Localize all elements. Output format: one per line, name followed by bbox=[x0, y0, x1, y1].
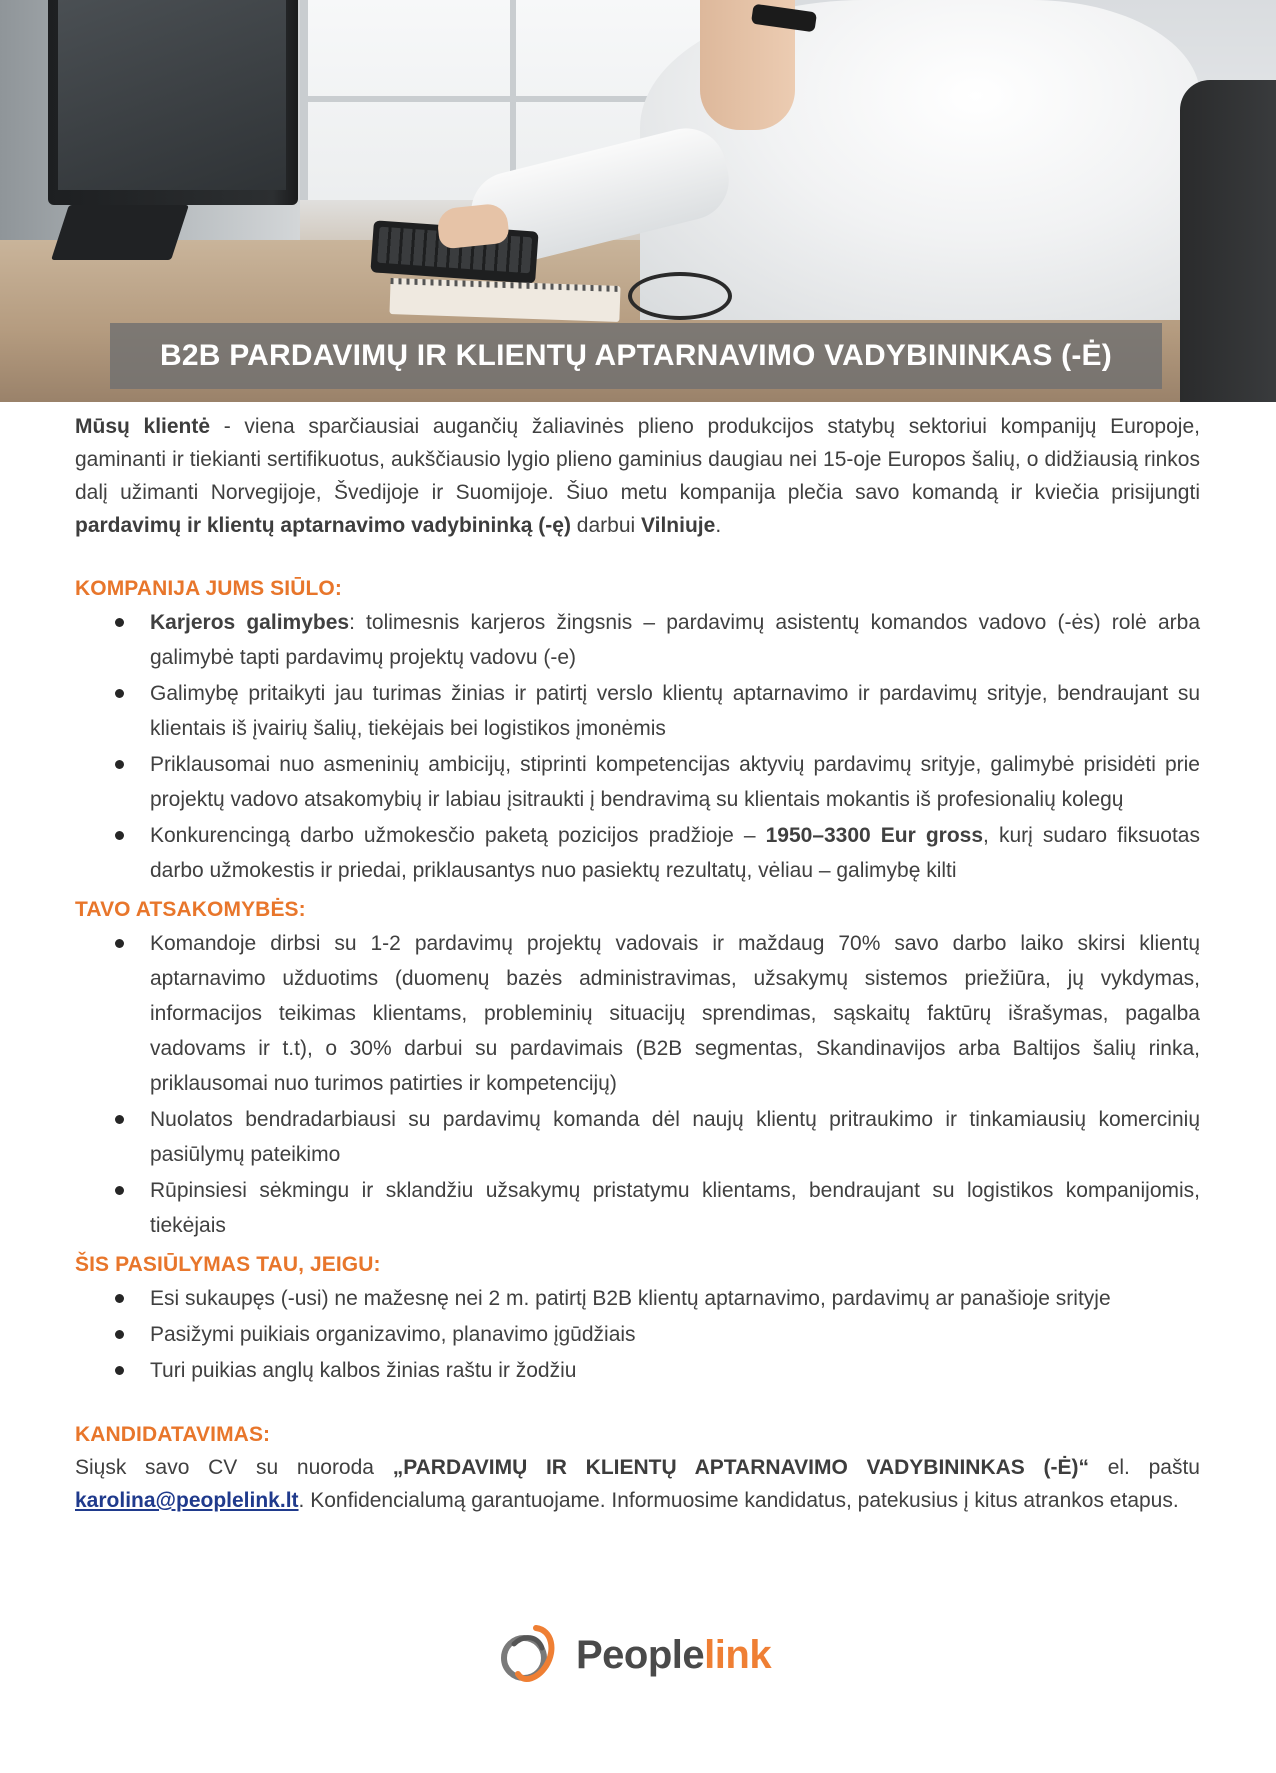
requirement-item: Esi sukaupęs (-usi) ne mažesnę nei 2 m. patirtį B2B klientų aptarnavimo, pardavimų ar panašioje srityje bbox=[75, 1281, 1200, 1316]
duty-item: Rūpinsiesi sėkmingu ir sklandžiu užsakymų pristatymu klientams, bendraujant su logistikos kompanijomis, tiekėjais bbox=[75, 1173, 1200, 1243]
logo-word-people: People bbox=[576, 1632, 705, 1677]
requirements-heading: ŠIS PASIŪLYMAS TAU, JEIGU: bbox=[75, 1253, 381, 1276]
requirement-item: Turi puikias anglų kalbos žinias raštu ir žodžiu bbox=[75, 1353, 1200, 1388]
duty-item: Komandoje dirbsi su 1-2 pardavimų projektų vadovais ir maždaug 70% savo darbo laiko skirsi klientų aptarnavimo užduotims (duomenų bazės administravimas, užsakymų sistemos priežiūra, jų vykdymas, informacijos teikimas klientams, probleminių situacijų sprendimas, sąskaitų faktūrų išrašymas, pagalba vadovams ir t.t), o 30% darbui su pardavimais (B2B segmentas, Skandinavijos arba Baltijos šalių rinka, priklausomai nuo turimos patirties ir kompetencijų) bbox=[75, 926, 1200, 1101]
requirement-item: Pasižymi puikiais organizavimo, planavimo įgūdžiais bbox=[75, 1317, 1200, 1352]
apply-text-1: Siųsk savo CV su nuoroda bbox=[75, 1456, 393, 1479]
requirements-list bbox=[75, 1281, 1200, 1388]
offer-item-1-text: : tolimesnis karjeros žingsnis – pardavimų asistentų komandos vadovo (-ės) rolė arba galimybė tapti pardavimų projektų vadovu (-e) bbox=[150, 611, 1200, 669]
offer-item-4-post: , kurį sudaro fiksuotas darbo užmokestis ir priedai, priklausantys nuo pasiektų rezultatų, vėliau – galimybę kilti bbox=[150, 824, 1200, 882]
monitor-stand bbox=[51, 205, 189, 260]
intro-text-3: . bbox=[715, 514, 722, 537]
intro-paragraph bbox=[75, 410, 1200, 542]
logo-wordmark bbox=[576, 1633, 771, 1678]
duties-heading: TAVO ATSAKOMYBĖS: bbox=[75, 898, 306, 921]
salary-range: 1950–3300 Eur gross bbox=[765, 824, 984, 847]
offer-item-1 bbox=[75, 605, 1200, 675]
intro-client-label: Mūsų klientė bbox=[75, 415, 211, 438]
page-title: B2B PARDAVIMŲ IR KLIENTŲ APTARNAVIMO VADYBININKAS (-Ė) bbox=[110, 323, 1162, 389]
apply-heading: KANDIDATAVIMAS: bbox=[75, 1423, 271, 1446]
duties-list bbox=[75, 926, 1200, 1243]
apply-text-2: el. paštu bbox=[1089, 1456, 1200, 1479]
offer-list bbox=[75, 605, 1200, 888]
hero-hand bbox=[436, 202, 510, 249]
offer-item-2: Galimybę pritaikyti jau turimas žinias ir patirtį verslo klientų aptarnavimo ir pardavimų srityje, bendraujant su klientais iš įvairių šalių, tiekėjais bei logistikos įmonėmis bbox=[75, 676, 1200, 746]
logo-word-link: link bbox=[704, 1632, 772, 1677]
intro-position: pardavimų ir klientų aptarnavimo vadybininką (-ę) bbox=[75, 514, 571, 537]
main-content bbox=[75, 404, 1200, 1517]
hero-photo bbox=[0, 0, 1276, 402]
apply-text-3: . Konfidencialumą garantuojame. Informuosime kandidatus, patekusius į kitus atrankos etapus. bbox=[298, 1489, 1179, 1512]
intro-text-2: darbui bbox=[570, 514, 642, 537]
intro-city: Vilniuje bbox=[641, 514, 716, 537]
offer-item-3: Priklausomai nuo asmeninių ambicijų, stiprinti kompetencijas aktyvių pardavimų srityje, galimybė prisidėti prie projektų vadovo atsakomybių ir labiau įsitraukti į bendravimą su klientais mokantis iš profesionalių kolegų bbox=[75, 747, 1200, 817]
hero-monitor bbox=[48, 0, 298, 205]
email-link[interactable]: karolina@peoplelink.lt bbox=[75, 1489, 299, 1512]
offer-heading: KOMPANIJA JUMS SIŪLO: bbox=[75, 577, 342, 600]
apply-paragraph bbox=[75, 1451, 1200, 1517]
hero-glasses bbox=[628, 272, 732, 320]
duty-item: Nuolatos bendradarbiausi su pardavimų komanda dėl naujų klientų pritraukimo ir tinkamiausių komercinių pasiūlymų pateikimo bbox=[75, 1102, 1200, 1172]
peoplelink-logo-icon bbox=[494, 1620, 564, 1690]
offer-item-4 bbox=[75, 818, 1200, 888]
hero-chair bbox=[1180, 80, 1276, 402]
offer-item-1-bold: Karjeros galimybes bbox=[150, 611, 350, 634]
offer-item-4-pre: Konkurencingą darbo užmokesčio paketą pozicijos pradžioje – bbox=[150, 824, 766, 847]
intro-text-1: - viena sparčiausiai augančių žaliavinės plieno produkcijos statybų sektoriui kompanijų Europoje, gaminanti ir tiekianti sertifikuotus, aukščiausio lygio plieno gaminius daugiau nei 15-oje Europos šalių, o didžiausią rinkos dalį užimanti Norvegijoje, Švedijoje ir Suomijoje. Šiuo metu kompanija plečia savo komandą ir kviečia prisijungti bbox=[75, 415, 1200, 504]
peoplelink-logo bbox=[494, 1615, 794, 1695]
apply-reference: „PARDAVIMŲ IR KLIENTŲ APTARNAVIMO VADYBININKAS (-Ė)“ bbox=[392, 1456, 1089, 1479]
monitor-screen bbox=[58, 0, 286, 190]
